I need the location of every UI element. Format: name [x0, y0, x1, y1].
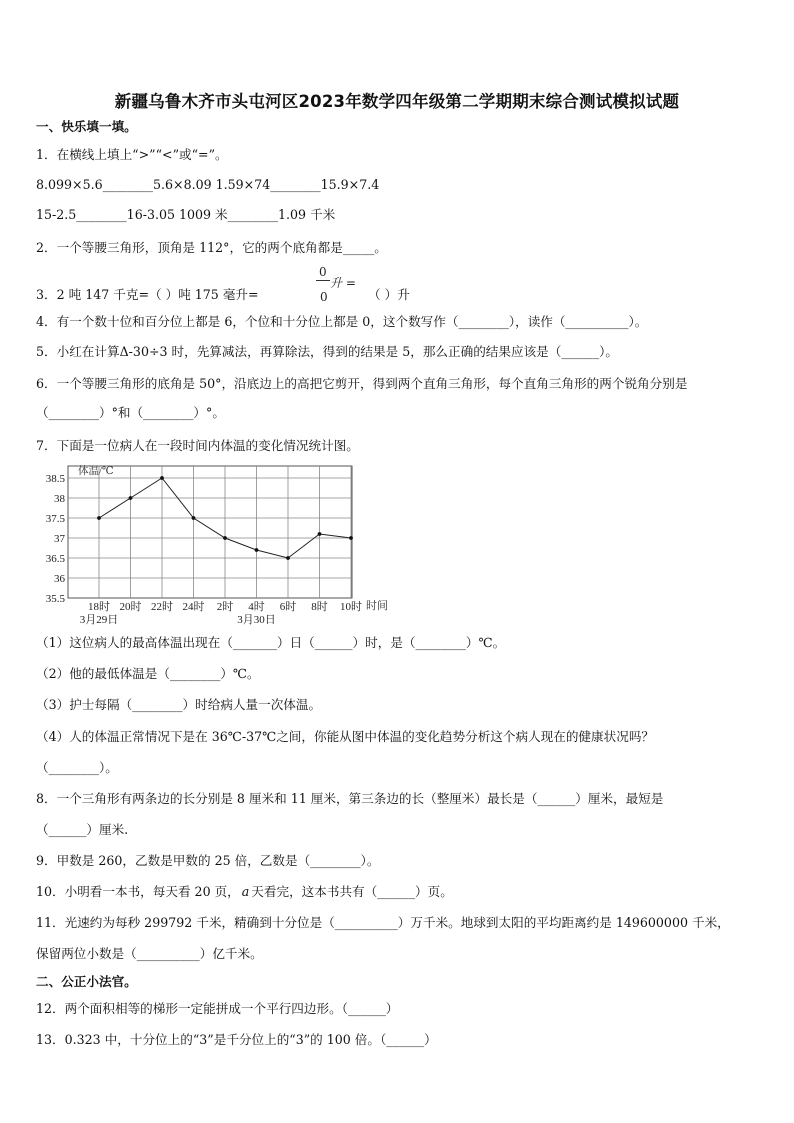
- q7-1: （1）这位病人的最高体温出现在（_______）日（______）时，是（________）℃。: [36, 635, 506, 650]
- date-label: 3月29日: [79, 614, 119, 626]
- q11-text: 11．光速约为每秒 299792 千米，精确到十分位是（__________）万千米。地球到太阳的平均距离约是 149600000 千米，: [36, 915, 730, 930]
- q9-text: 9．甲数是 260，乙数是甲数的 25 倍，乙数是（________）。: [36, 853, 380, 868]
- page-title: 新疆乌鲁木齐市头屯河区2023年数学四年级第二学期期末综合测试模拟试题: [114, 92, 680, 111]
- q3-blank: （ ）升: [368, 287, 410, 302]
- q10-variable: a: [241, 884, 250, 899]
- q6-text-2: （________）°和（________）°。: [36, 405, 225, 420]
- y-axis-label: 体温/℃: [78, 466, 114, 477]
- x-axis-label: 时间: [366, 600, 388, 612]
- section-2-heading: 二、公正小法官。: [36, 974, 137, 989]
- x-tick-label: 4时: [248, 601, 265, 613]
- section-1-heading: 一、快乐填一填。: [36, 119, 137, 134]
- q11-text-2: 保留两位小数是（__________）亿千米。: [36, 946, 263, 961]
- data-point: [192, 516, 196, 520]
- x-tick-label: 24时: [182, 601, 205, 613]
- q2-text: 2．一个等腰三角形，顶角是 112°，它的两个底角都是_____。: [36, 240, 387, 255]
- data-point: [160, 476, 164, 480]
- data-point: [255, 548, 259, 552]
- fraction-unit: 升 =: [330, 276, 356, 290]
- q6-text: 6．一个等腰三角形的底角是 50°，沿底边上的高把它剪开，得到两个直角三角形，每个直角三角形的两个锐角分别是: [36, 376, 688, 391]
- x-tick-label: 6时: [279, 601, 297, 613]
- y-tick-label: 36.5: [45, 553, 65, 565]
- data-point: [97, 516, 101, 520]
- q1-row2: 15-2.5________16-3.05 1009 米________1.09 千米: [36, 207, 336, 222]
- x-tick-label: 22时: [151, 601, 173, 613]
- q10-part1: 10．小明看一本书，每天看 20 页，: [36, 884, 240, 899]
- q8-text-2: （______）厘米.: [36, 822, 129, 837]
- x-tick-label: 8时: [311, 601, 328, 613]
- data-point: [223, 536, 227, 540]
- q10-part2: 天看完，这本书共有（______）页。: [251, 884, 453, 899]
- q5-text: 5．小红在计算Δ-30÷3 时，先算减法，再算除法，得到的结果是 5，那么正确的结果应该是（______）。: [36, 344, 619, 359]
- date-label: 3月30日: [237, 614, 276, 626]
- q4-text: 4．有一个数十位和百分位上都是 6，个位和十分位上都是 0，这个数写作（________），读作（__________）。: [36, 314, 648, 329]
- q13-text: 13．0.323 中，十分位上的“3”是千分位上的“3”的 100 倍。（______）: [36, 1032, 437, 1047]
- q3-text: 3．2 吨 147 千克=（ ）吨 175 毫升=: [36, 287, 259, 302]
- fraction-mid: 0: [320, 290, 328, 304]
- x-tick-label: 18时: [88, 601, 110, 613]
- q7-3: （3）护士每隔（________）时给病人量一次体温。: [36, 697, 322, 712]
- q7-4: （4）人的体温正常情况下是在 36℃-37℃之间，你能从图中体温的变化趋势分析这个病人现在的健康状况吗？: [36, 729, 655, 744]
- q1-text: 1．在横线上填上“>”“<”或“=”。: [36, 147, 228, 162]
- data-point: [349, 536, 353, 540]
- data-point: [286, 556, 290, 560]
- q1-row1: 8.099×5.6________5.6×8.09 1.59×74________15.9×7.4: [36, 177, 380, 192]
- y-tick-label: 38: [54, 493, 65, 505]
- q7-text: 7．下面是一位病人在一段时间内体温的变化情况统计图。: [36, 438, 359, 453]
- y-tick-label: 37.5: [45, 513, 65, 525]
- data-point: [318, 532, 322, 536]
- y-tick-label: 38.5: [45, 473, 65, 485]
- temperature-line-chart: [34, 458, 424, 633]
- fraction-top: 0: [319, 265, 327, 279]
- fraction-bar: [316, 280, 330, 281]
- q7-4-blank: （________）。: [36, 760, 118, 775]
- data-point: [129, 496, 133, 500]
- x-tick-label: 10时: [340, 601, 362, 613]
- q7-2: （2）他的最低体温是（________）℃。: [36, 666, 260, 681]
- q12-text: 12．两个面积相等的梯形一定能拼成一个平行四边形。（______）: [36, 1001, 399, 1016]
- x-tick-label: 20时: [119, 601, 142, 613]
- q8-text: 8．一个三角形有两条边的长分别是 8 厘米和 11 厘米，第三条边的长（整厘米）最长是（______）厘米，最短是: [36, 791, 664, 806]
- y-tick-label: 37: [54, 533, 65, 545]
- y-tick-label: 35.5: [45, 593, 65, 605]
- q10-text: [36, 884, 453, 900]
- y-tick-label: 36: [54, 573, 65, 585]
- x-tick-label: 2时: [216, 601, 234, 613]
